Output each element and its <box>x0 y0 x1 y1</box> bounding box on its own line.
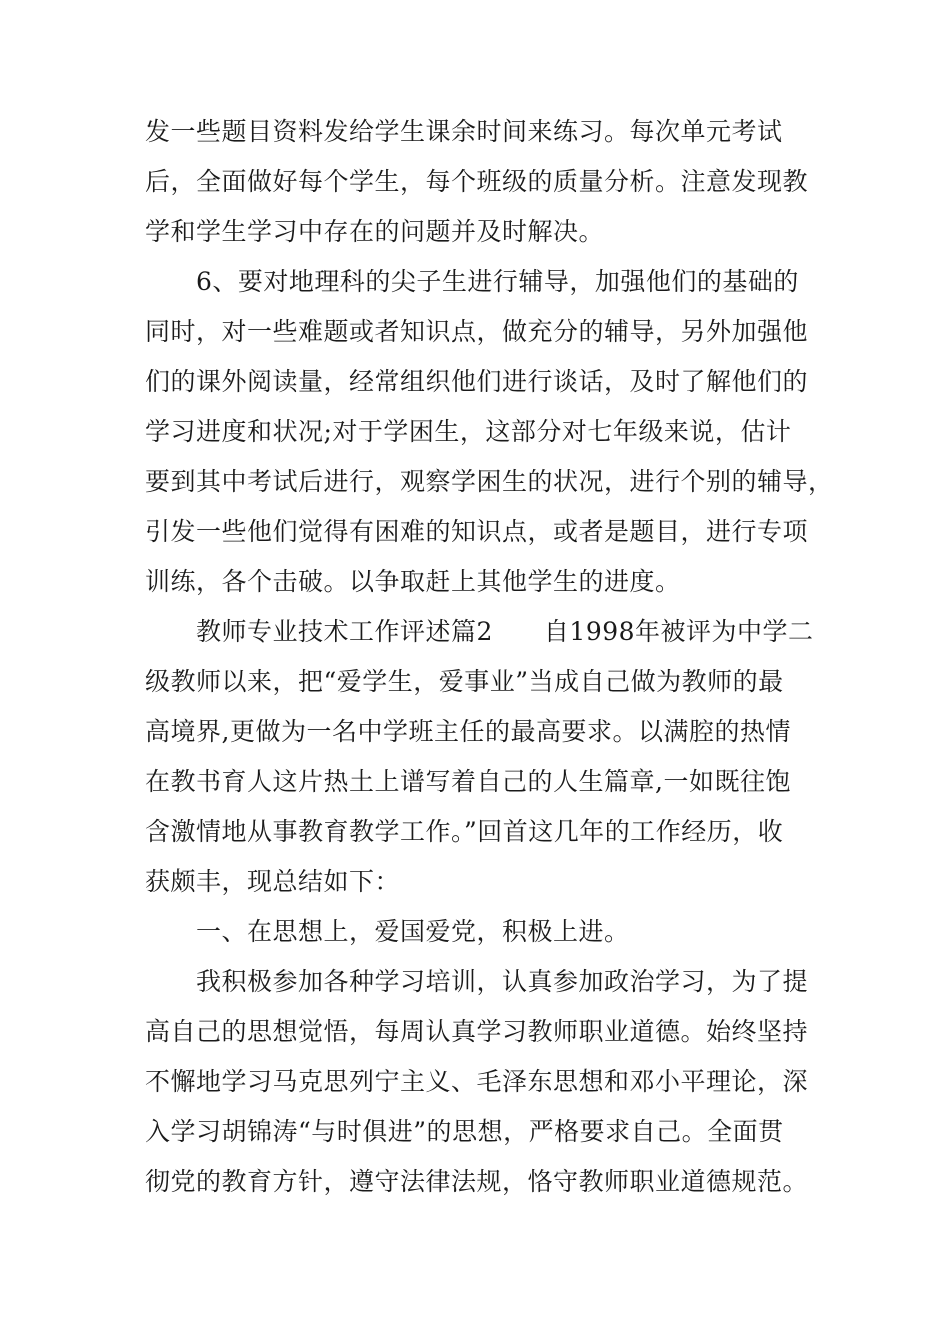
paragraph-start-line: 6、要对地理科的尖子生进行辅导，加强他们的基础的 <box>196 267 799 296</box>
paragraph-start-line: 我积极参加各种学习培训，认真参加政治学习，为了提 <box>196 967 809 996</box>
text-line: 彻党的教育方针，遵守法律法规，恪守教师职业道德规范。 <box>145 1167 809 1196</box>
section-heading-line: 教师专业技术工作评述篇2 自1998年被评为中学二 <box>196 617 814 646</box>
text-line: 级教师以来，把“爱学生，爱事业”当成自己做为教师的最 <box>145 667 784 696</box>
text-line: 学和学生学习中存在的问题并及时解决。 <box>145 217 605 246</box>
text-line: 们的课外阅读量，经常组织他们进行谈话，及时了解他们的 <box>145 367 809 396</box>
text-line: 高自己的思想觉悟，每周认真学习教师职业道德。始终坚持 <box>145 1017 809 1046</box>
text-line: 后，全面做好每个学生，每个班级的质量分析。注意发现教 <box>145 167 809 196</box>
text-line: 引发一些他们觉得有困难的知识点，或者是题目，进行专项 <box>145 517 809 546</box>
text-line: 训练，各个击破。以争取赶上其他学生的进度。 <box>145 567 681 596</box>
text-line: 在教书育人这片热土上谱写着自己的人生篇章,一如既往饱 <box>145 767 791 796</box>
text-line: 要到其中考试后进行，观察学困生的状况，进行个别的辅导， <box>145 467 834 496</box>
text-line: 高境界,更做为一名中学班主任的最高要求。以满腔的热情 <box>145 717 791 746</box>
text-line: 入学习胡锦涛“与时俱进”的思想，严格要求自己。全面贯 <box>145 1117 784 1146</box>
subheading-line: 一、在思想上，爱国爱党，积极上进。 <box>196 917 630 946</box>
text-line: 同时，对一些难题或者知识点，做充分的辅导，另外加强他 <box>145 317 809 346</box>
text-line: 学习进度和状况;对于学困生，这部分对七年级来说，估计 <box>145 417 792 446</box>
text-line: 不懈地学习马克思列宁主义、毛泽东思想和邓小平理论，深 <box>145 1067 809 1096</box>
text-line: 获颇丰，现总结如下： <box>145 867 401 896</box>
text-line: 含激情地从事教育教学工作。”回首这几年的工作经历，收 <box>145 817 784 846</box>
text-line: 发一些题目资料发给学生课余时间来练习。每次单元考试 <box>145 117 783 146</box>
